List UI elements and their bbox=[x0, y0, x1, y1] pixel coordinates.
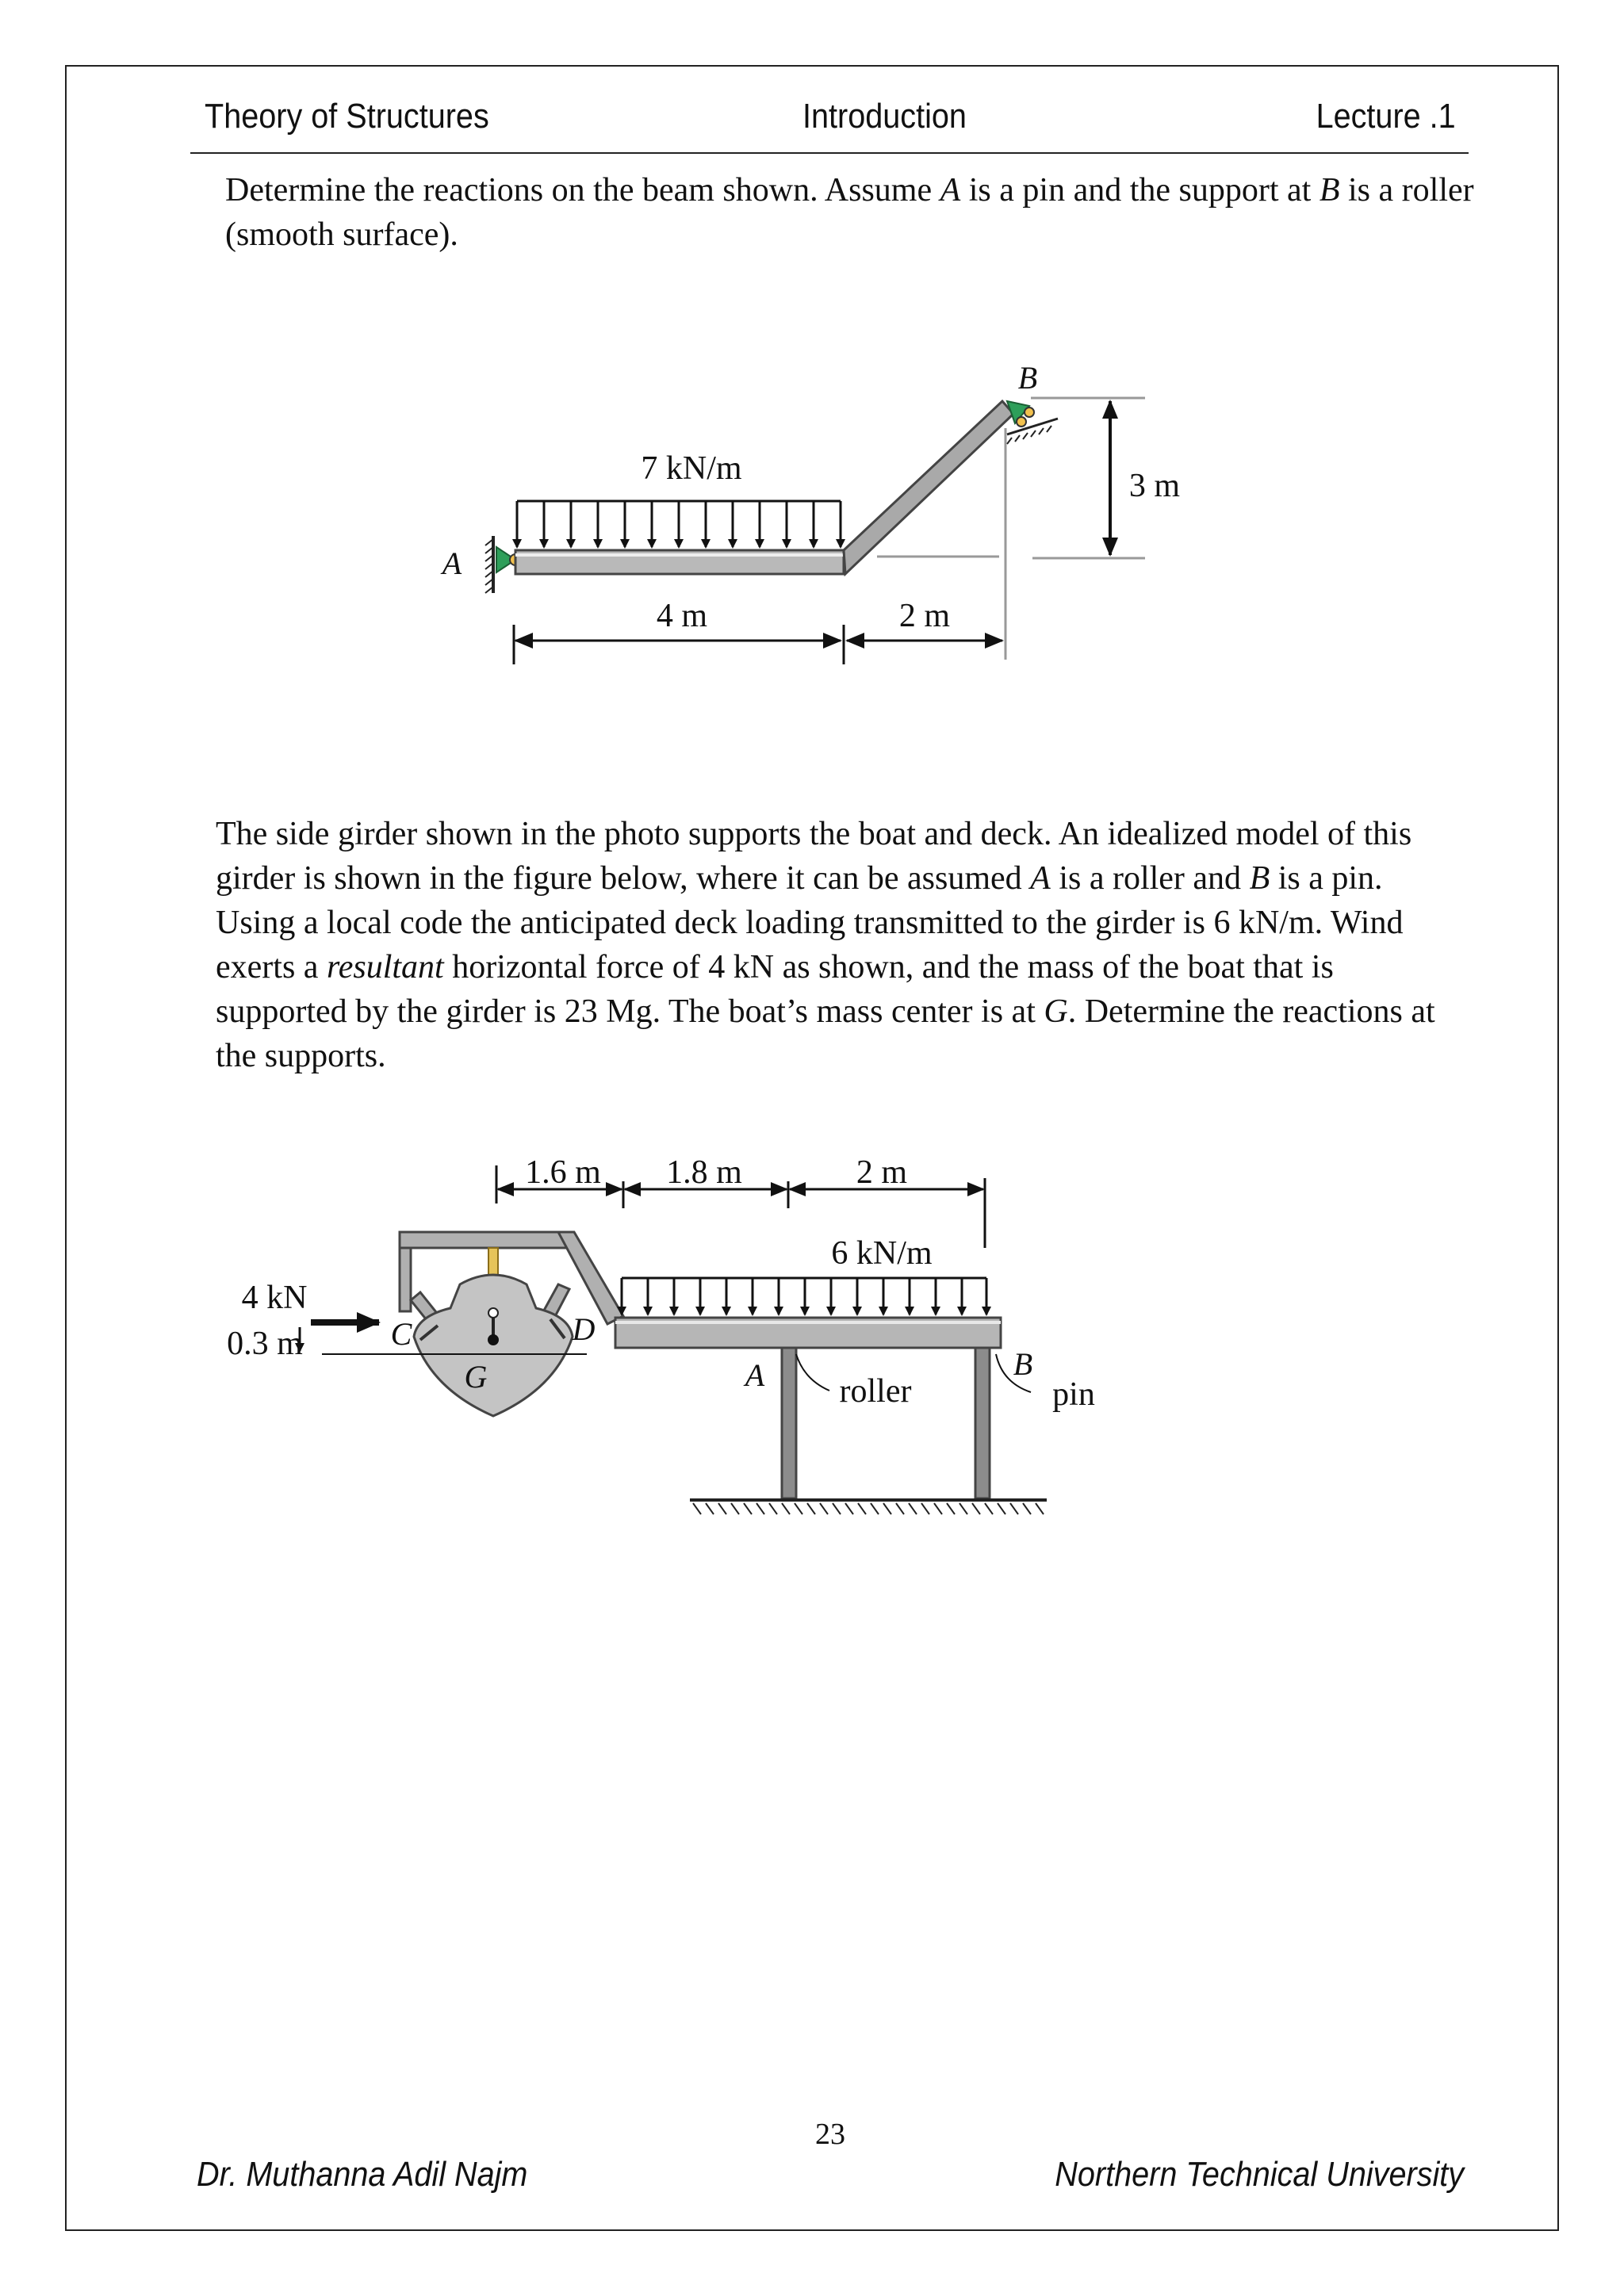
dim-label-2m-b: 2 m bbox=[856, 1154, 908, 1191]
label-a: A bbox=[442, 545, 462, 581]
force-label-4kn: 4 kN bbox=[241, 1280, 308, 1316]
label-a-2: A bbox=[745, 1357, 765, 1393]
height-label-0-3m: 0.3 m bbox=[227, 1326, 303, 1362]
dim-label-4m: 4 m bbox=[656, 598, 708, 634]
page-number: 23 bbox=[815, 2118, 845, 2151]
header-section-title: Introduction bbox=[802, 97, 967, 136]
footer-author: Dr. Muthanna Adil Najm bbox=[197, 2155, 528, 2194]
label-b-2: B bbox=[1013, 1346, 1033, 1382]
column-a bbox=[782, 1348, 796, 1498]
ground-hatch bbox=[690, 1500, 1047, 1514]
column-b bbox=[975, 1348, 990, 1498]
problem-1-statement: Determine the reactions on the beam shown. Assume A is a pin and the support at B is a roller (smooth surface). bbox=[225, 172, 1474, 253]
footer-institution: Northern Technical University bbox=[1055, 2155, 1464, 2194]
header-lecture-number: Lecture .1 bbox=[1316, 97, 1456, 136]
pin-label: pin bbox=[1052, 1376, 1095, 1413]
dim-label-2m: 2 m bbox=[898, 598, 951, 634]
distributed-load-6 bbox=[622, 1278, 986, 1314]
load-label-6: 6 kN/m bbox=[831, 1235, 933, 1272]
roller-label: roller bbox=[839, 1373, 912, 1410]
mass-center-g bbox=[488, 1334, 499, 1345]
problem-2-statement: The side girder shown in the photo supports the boat and deck. An idealized model of this girder is shown in the figure below, where it can be assumed A is a roller and B is a pin. Using a local code the anticipated deck loading transmitted to the girder is 6 kN/m. Wind exerts a resultant horizontal force of 4 kN as shown, and the mass of the boat that is supported by the girder is 23 Mg. The boat’s mass center is at G. Determine the reactions at the supports. bbox=[216, 816, 1435, 1074]
label-d: D bbox=[572, 1311, 596, 1347]
dim-label-3m: 3 m bbox=[1128, 468, 1181, 504]
label-b: B bbox=[1017, 360, 1038, 396]
label-g: G bbox=[464, 1359, 488, 1395]
load-label-7: 7 kN/m bbox=[641, 450, 742, 487]
header-course-title: Theory of Structures bbox=[205, 97, 489, 136]
dim-label-1-8m: 1.8 m bbox=[666, 1154, 742, 1191]
dim-label-1-6m: 1.6 m bbox=[525, 1154, 601, 1191]
label-c: C bbox=[390, 1316, 412, 1352]
